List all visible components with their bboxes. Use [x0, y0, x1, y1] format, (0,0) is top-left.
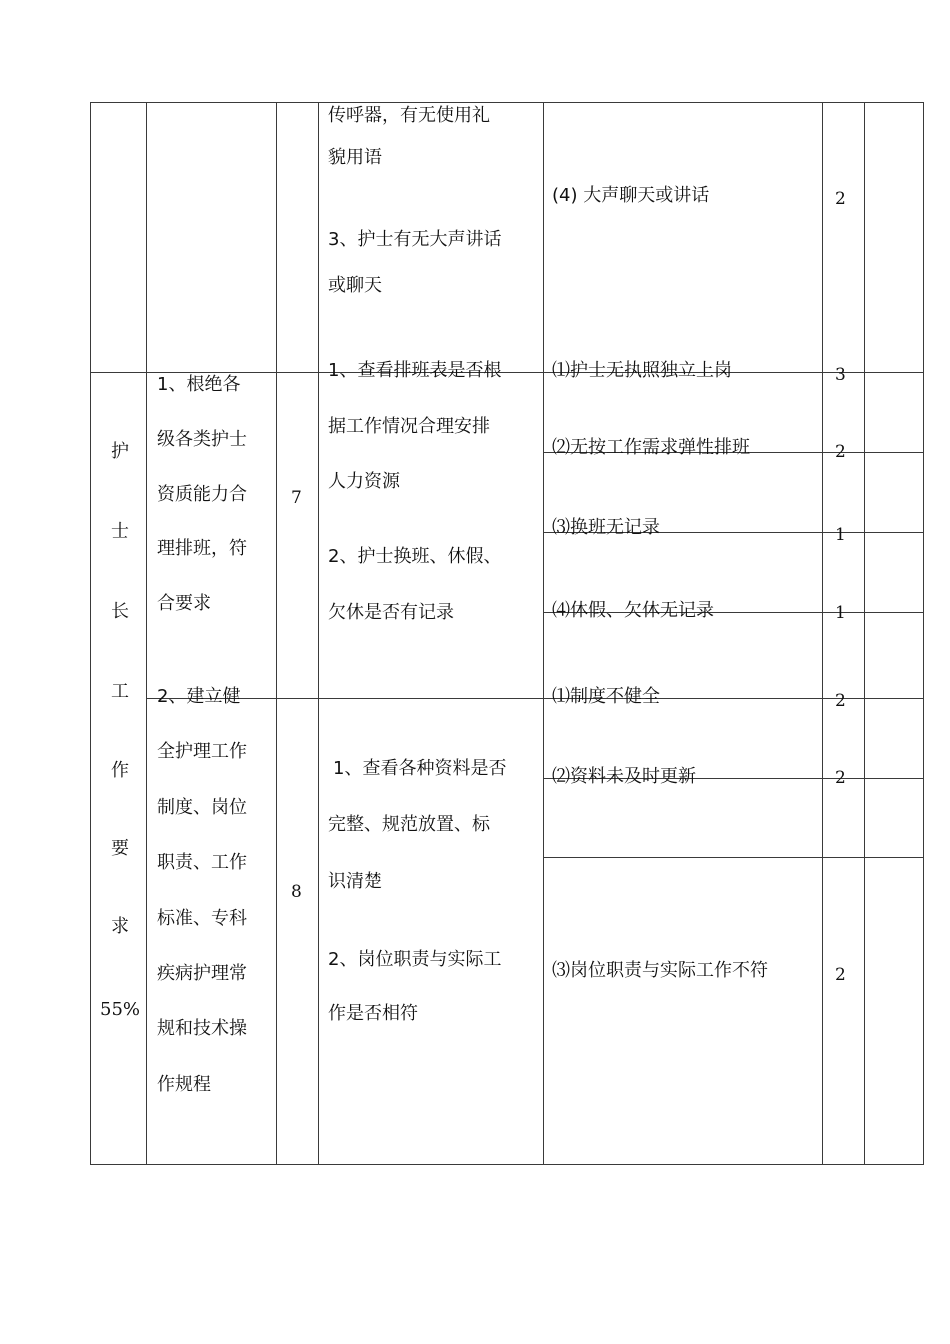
method-line: 欠休是否有记录: [328, 602, 454, 623]
method-line: 识清楚: [328, 871, 382, 892]
deduction-item: ⑴制度不健全: [552, 686, 660, 707]
category-percent: 55%: [100, 999, 141, 1020]
deduction-item: ⑴护士无执照独立上岗: [552, 360, 732, 381]
content-line: 合要求: [157, 593, 211, 614]
deduction-score: 2: [835, 691, 846, 711]
method-line: 完整、规范放置、标: [328, 814, 490, 835]
table-col-divider: [864, 102, 865, 1165]
points-value: 8: [291, 882, 302, 902]
table-border-right: [923, 102, 924, 1165]
category-char: 护: [111, 441, 129, 462]
deduction-item: ⑵资料未及时更新: [552, 766, 696, 787]
method-line: 据工作情况合理安排: [328, 416, 490, 437]
content-line: 疾病护理常: [157, 963, 247, 984]
table-border-top: [90, 102, 924, 103]
method-line: 2、护士换班、休假、: [328, 546, 502, 567]
table-col-divider: [146, 102, 147, 1165]
category-char: 士: [111, 521, 129, 542]
table-row-divider: [90, 372, 924, 373]
method-line: 作是否相符: [328, 1003, 418, 1024]
category-char: 长: [111, 601, 129, 622]
table-row-divider: [543, 857, 924, 858]
content-line: 1、根绝各: [157, 374, 241, 395]
points-value: 7: [291, 488, 302, 508]
table-border-bottom: [90, 1164, 924, 1165]
deduction-score: 3: [835, 365, 846, 385]
deduction-item: ⑵无按工作需求弹性排班: [552, 437, 750, 458]
table-col-divider: [276, 102, 277, 1165]
category-char: 求: [111, 916, 129, 937]
method-line: 貌用语: [328, 147, 382, 168]
deduction-item: ⑶岗位职责与实际工作不符: [552, 960, 768, 981]
table-col-divider: [543, 102, 544, 1165]
table-col-divider: [822, 102, 823, 1165]
deduction-score: 1: [835, 525, 846, 545]
content-line: 全护理工作: [157, 741, 247, 762]
content-line: 制度、岗位: [157, 797, 247, 818]
method-line: 1、查看各种资料是否: [333, 758, 507, 779]
method-line: 人力资源: [328, 471, 400, 492]
content-line: 理排班，符: [157, 538, 247, 559]
method-line: 2、岗位职责与实际工: [328, 949, 502, 970]
method-line: 或聊天: [328, 275, 382, 296]
content-line: 资质能力合: [157, 484, 247, 505]
deduction-item: (4) 大声聊天或讲话: [552, 185, 710, 206]
content-line: 级各类护士: [157, 429, 247, 450]
category-char: 工: [111, 681, 129, 702]
table-col-divider: [318, 102, 319, 1165]
deduction-item: ⑷休假、欠休无记录: [552, 600, 714, 621]
content-line: 规和技术操: [157, 1018, 247, 1039]
deduction-score: 2: [835, 442, 846, 462]
method-line: 传呼器，有无使用礼: [328, 105, 490, 126]
deduction-score: 2: [835, 965, 846, 985]
deduction-score: 1: [835, 603, 846, 623]
category-char: 作: [111, 760, 129, 781]
table-border-left: [90, 102, 91, 1165]
content-line: 标准、专科: [157, 908, 247, 929]
deduction-score: 2: [835, 768, 846, 788]
table-row-divider: [146, 698, 924, 699]
category-char: 要: [111, 838, 129, 859]
deduction-score: 2: [835, 189, 846, 209]
method-line: 3、护士有无大声讲话: [328, 229, 502, 250]
method-line: 1、查看排班表是否根: [328, 360, 502, 381]
content-line: 2、建立健: [157, 686, 241, 707]
content-line: 职责、工作: [157, 852, 247, 873]
content-line: 作规程: [157, 1074, 211, 1095]
deduction-item: ⑶换班无记录: [552, 517, 660, 538]
